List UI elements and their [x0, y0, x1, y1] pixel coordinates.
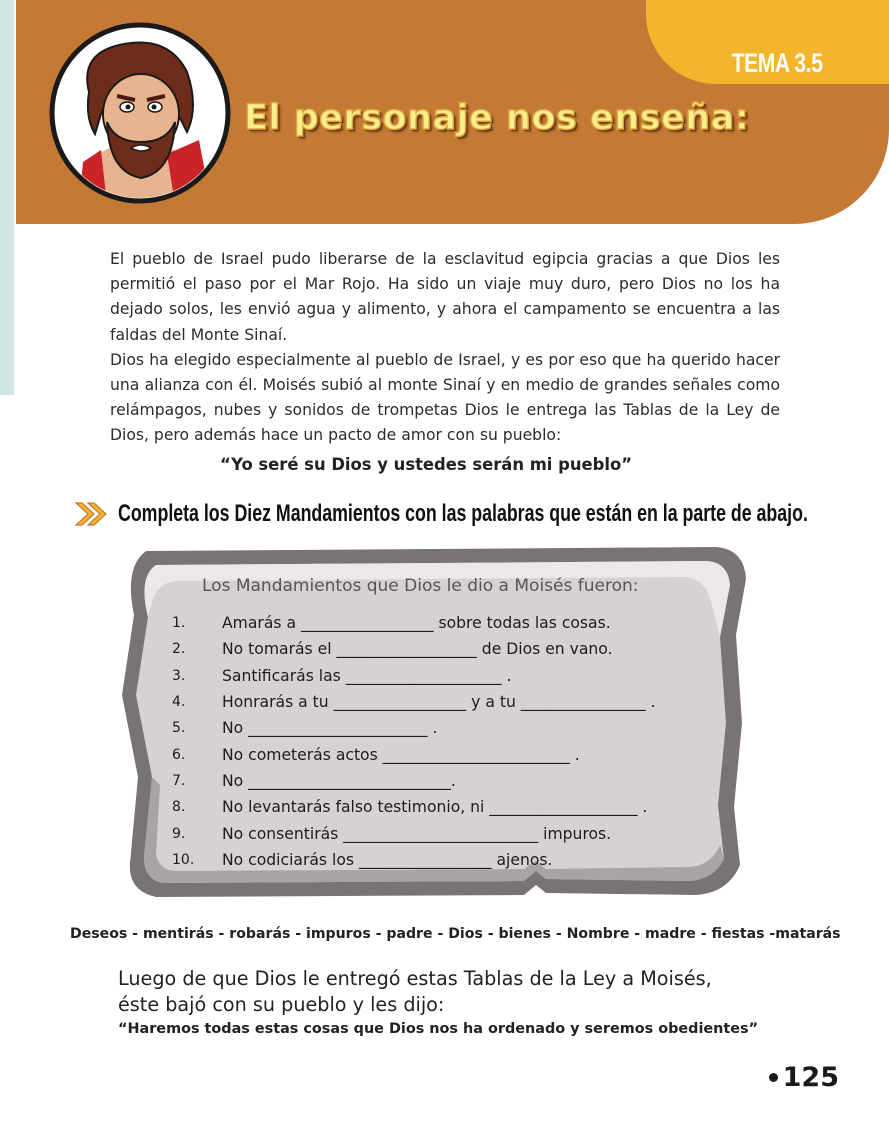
closing-quote: “Haremos todas estas cosas que Dios nos ha ordenado y seremos obedientes” [118, 1021, 759, 1037]
commandment-number: 4. [172, 694, 186, 711]
commandment-number: 2. [172, 641, 186, 658]
commandment-8 [172, 794, 732, 820]
commandment-2 [172, 636, 732, 662]
intro-paragraph-2: Dios ha elegido especialmente al pueblo de Israel, y es por eso que ha querido hacer una alianza con él. Moisés subió al monte Sinaí y en medio de grandes señales como relámpagos, nubes y sonidos de trompetas Dios le entrega las Tablas de la Ley de Dios, pero además hace un pacto de amor con su pueblo: [110, 350, 780, 445]
commandment-text: No tomarás el __________________ de Dios en vano. [222, 640, 613, 659]
instruction-text: Completa los Diez Mandamientos con las palabras que están en la parte de abajo. [118, 500, 808, 527]
closing-line-1: Luego de que Dios le entregó estas Tablas de la Ley a Moisés, [118, 967, 712, 990]
commandment-5 [172, 715, 732, 741]
page-number-value: 125 [782, 1062, 839, 1093]
commandment-text: Amarás a _________________ sobre todas las cosas. [222, 614, 611, 633]
moses-avatar [49, 22, 231, 204]
commandment-6 [172, 741, 732, 767]
page-number [769, 1062, 839, 1093]
commandments-list [172, 610, 732, 873]
commandment-4 [172, 689, 732, 715]
commandment-text: No cometerás actos ________________________ . [222, 745, 580, 764]
commandment-1 [172, 610, 732, 636]
commandment-3 [172, 663, 732, 689]
double-chevron-icon [74, 501, 110, 527]
page-title: El personaje nos enseña: [244, 98, 750, 138]
instruction [74, 500, 889, 528]
commandment-7 [172, 768, 732, 794]
commandment-number: 5. [172, 720, 186, 737]
commandment-number: 7. [172, 772, 186, 789]
commandment-text: No levantarás falso testimonio, ni ___________________ . [222, 798, 648, 817]
intro-text [110, 247, 780, 449]
commandment-text: No codiciarás los _________________ ajenos. [222, 850, 553, 869]
commandment-text: Santificarás las ____________________ . [222, 666, 512, 685]
commandment-10 [172, 847, 732, 873]
commandment-number: 3. [172, 667, 186, 684]
left-edge-strip [0, 0, 14, 395]
intro-quote: “Yo seré su Dios y ustedes serán mi pueblo” [220, 455, 633, 474]
commandment-text: No consentirás _________________________ impuros. [222, 824, 612, 843]
closing-line-2: éste bajó con su pueblo y les dijo: [118, 993, 445, 1016]
commandment-text: Honrarás a tu _________________ y a tu ________________ . [222, 693, 656, 712]
tema-tab [646, 0, 889, 84]
commandment-number: 6. [172, 746, 186, 763]
commandment-number: 1. [172, 615, 186, 632]
commandment-number: 10. [172, 851, 195, 868]
tema-label: TEMA 3.5 [732, 48, 823, 78]
commandment-number: 8. [172, 799, 186, 816]
commandment-number: 9. [172, 825, 186, 842]
commandment-text: No _______________________ . [222, 719, 438, 738]
commandment-text: No __________________________. [222, 771, 456, 790]
intro-paragraph-1: El pueblo de Israel pudo liberarse de la esclavitud egipcia gracias a que Dios les permitió el paso por el Mar Rojo. Ha sido un viaje muy duro, pero Dios no los ha dejado solos, les envió agua y alimento, y ahora el campamento se encuentra a las faldas del Monte Sinaí. [110, 250, 780, 344]
tablet-title: Los Mandamientos que Dios le dio a Moisés fueron: [202, 576, 639, 596]
commandment-9 [172, 820, 732, 846]
word-bank: Deseos - mentirás - robarás - impuros - padre - Dios - bienes - Nombre - madre - fiestas -matarás [70, 926, 841, 942]
bullet-dot-icon [769, 1073, 778, 1082]
closing-text [118, 966, 712, 1018]
